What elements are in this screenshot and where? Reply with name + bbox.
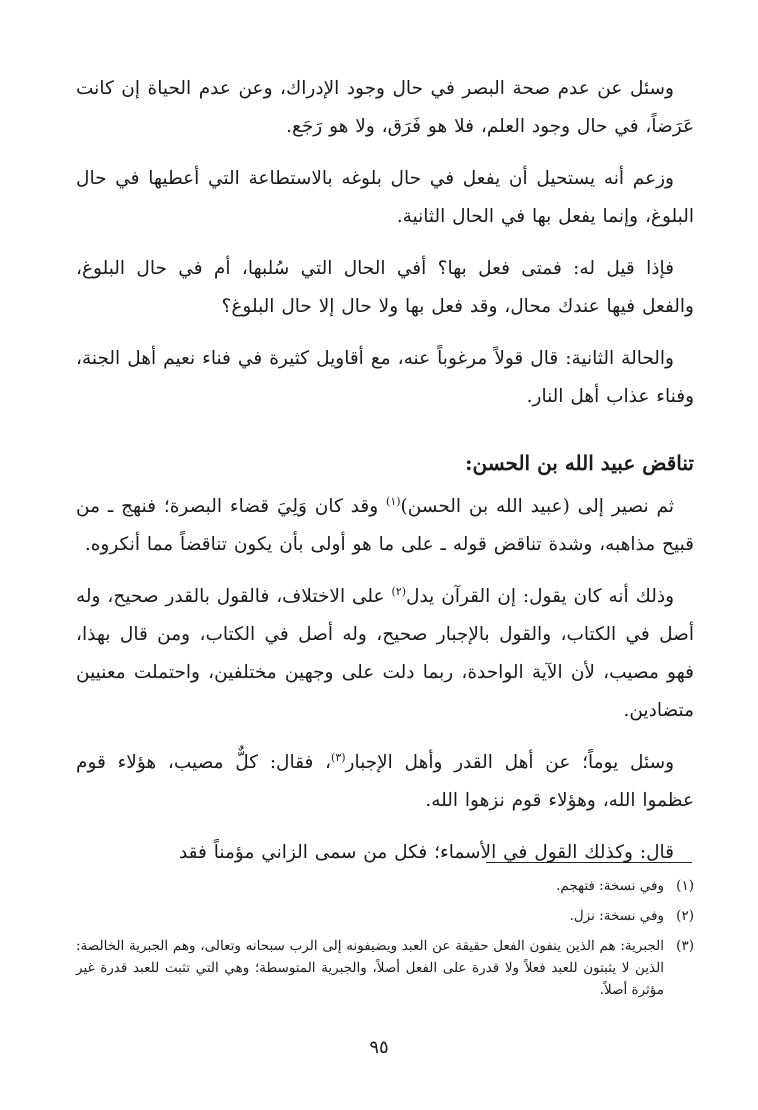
footnote-3 — [76, 935, 694, 1001]
footnote-number: (٣) — [676, 938, 694, 954]
paragraph-4: والحالة الثانية: قال قولاً مرغوباً عنه، مع أقاويل كثيرة في فناء نعيم أهل الجنة، وفناء عذاب أهل النار. — [76, 348, 694, 407]
footnote-text: الجبرية: هم الذين ينفون الفعل حقيقة عن العبد ويضيفونه إلى الرب سبحانه وتعالى، وهم الجبرية الخالصة: الذين لا يثبتون للعبد فعلاً ولا قدرة على الفعل أصلاً، والجبرية المتوسطة؛ وهي التي تثبت للعبد قدرة غير مؤثرة أصلاً. — [76, 938, 664, 998]
footnote-ref-1[interactable]: (١) — [386, 494, 401, 508]
paragraph-7 — [76, 744, 694, 820]
footnote-2 — [76, 905, 694, 927]
footnote-text: وفي نسخة: فتهجم. — [556, 878, 664, 894]
footnote-number: (٢) — [676, 908, 694, 924]
footnote-1 — [76, 875, 694, 897]
paragraph-5 — [76, 488, 694, 564]
paragraph-3: فإذا قيل له: فمتى فعل بها؟ أفي الحال التي سُلبها، أم في حال البلوغ، والفعل فيها عندك محال، وقد فعل بها ولا حال إلا حال البلوغ؟ — [76, 258, 694, 317]
page-body — [76, 70, 694, 886]
footnote-divider — [486, 862, 692, 863]
paragraph-6-text-a: وذلك أنه كان يقول: إن القرآن يدل — [406, 586, 674, 607]
footnote-ref-2[interactable]: (٢) — [391, 584, 407, 598]
paragraph-5-text-a: ثم نصير إلى (عبيد الله بن الحسن) — [400, 496, 674, 517]
paragraph-1: وسئل عن عدم صحة البصر في حال وجود الإدراك، وعن عدم الحياة إن كانت عَرَضاً، في حال وجود العلم، فلا هو فَرَق، ولا هو رَجَع. — [76, 78, 694, 137]
footnote-text: وفي نسخة: نزل. — [569, 908, 664, 924]
footnotes — [76, 875, 694, 1009]
footnote-ref-3[interactable]: (٣) — [331, 750, 346, 764]
paragraph-6-text-b: على الاختلاف، فالقول بالقدر صحيح، وله أصل في الكتاب، والقول بالإجبار صحيح، وله أصل في الكتاب، ومن قال بهذا، فهو مصيب، لأن الآية الواحدة، ربما دلت على وجهين مختلفين، واحتملت معنيين متضادين. — [76, 586, 694, 721]
paragraph-8: قال: وكذلك القول في الأسماء؛ فكل من سمى الزاني مؤمناً فقد — [178, 842, 674, 863]
section-heading: تناقض عبيد الله بن الحسن: — [465, 451, 694, 475]
paragraph-5-text-b: وقد كان وَلِيَ قضاء البصرة؛ فنهج ـ من قبيح مذاهبه، وشدة تناقض قوله ـ على ما هو أولى بأن يكون تناقضاً مما أنكروه. — [76, 496, 694, 555]
paragraph-2: وزعم أنه يستحيل أن يفعل في حال بلوغه بالاستطاعة التي أعطيها في حال البلوغ، وإنما يفعل بها في الحال الثانية. — [76, 168, 694, 227]
page-number: ٩٥ — [369, 1037, 389, 1058]
footnote-number: (١) — [676, 878, 694, 894]
paragraph-7-text-a: وسئل يوماً؛ عن أهل القدر وأهل الإجبار — [345, 752, 674, 773]
paragraph-7-text-b: ، فقال: كلٌّ مصيب، هؤلاء قوم عظموا الله، وهؤلاء قوم نزهوا الله. — [76, 752, 694, 811]
paragraph-6 — [76, 578, 694, 730]
